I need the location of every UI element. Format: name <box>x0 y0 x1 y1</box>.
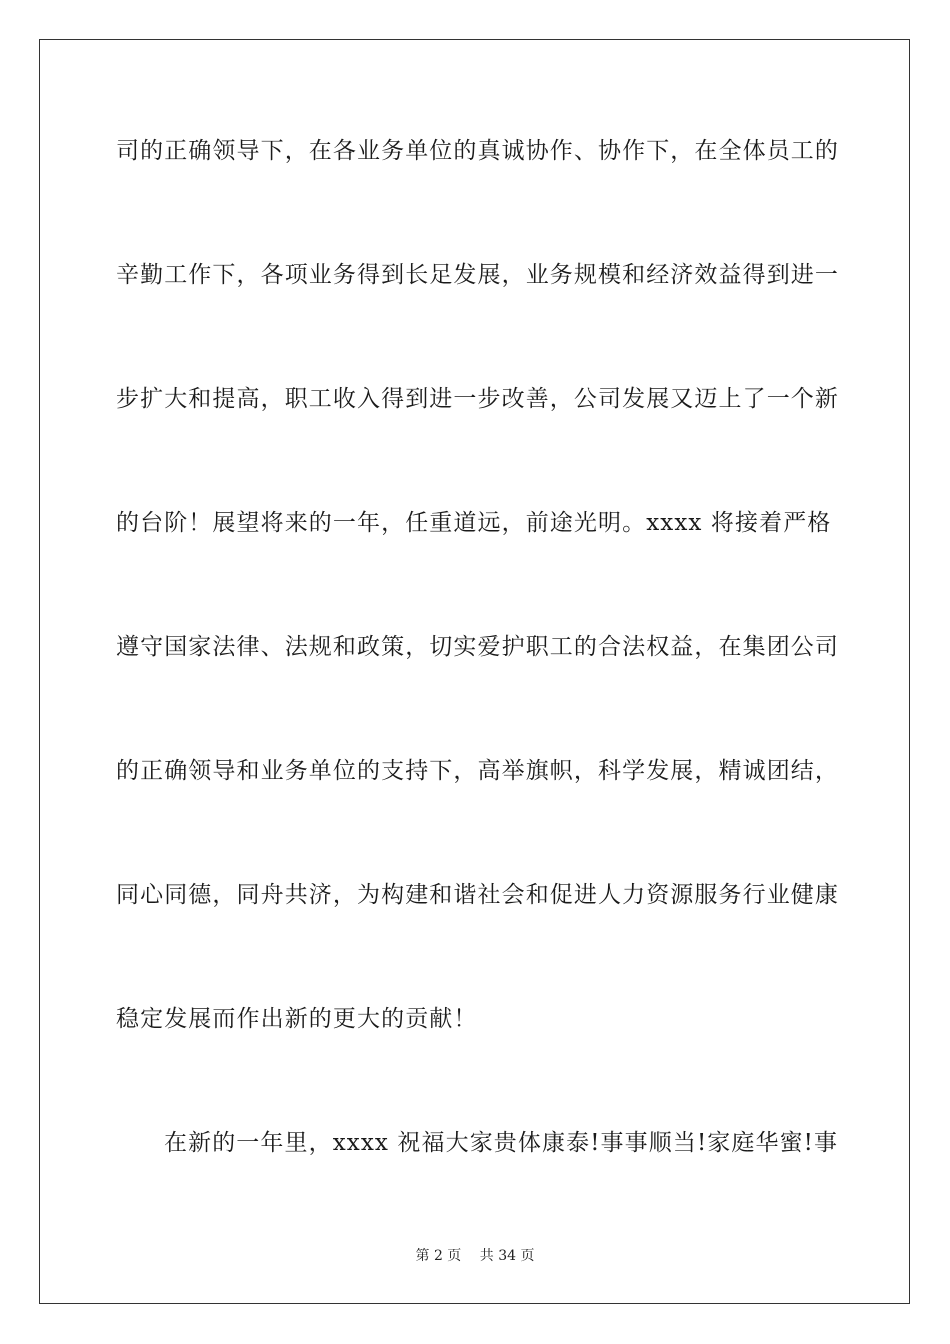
page-number: 第 2 页 <box>415 1248 462 1264</box>
page-total: 共 34 页 <box>479 1248 535 1264</box>
page-frame <box>39 39 910 1304</box>
body-line-3: 步扩大和提高，职工收入得到进一步改善，公司发展又迈上了一个新 <box>116 386 839 412</box>
body-line-6: 的正确领导和业务单位的支持下，高举旗帜，科学发展，精诚团结， <box>116 758 839 784</box>
body-line-2: 辛勤工作下，各项业务得到长足发展，业务规模和经济效益得到进一 <box>116 262 839 288</box>
page-footer <box>0 1247 950 1265</box>
body-line-9-paragraph-start: 在新的一年里，xxxx 祝福大家贵体康泰!事事顺当!家庭华蜜!事 <box>164 1130 839 1156</box>
body-line-8: 稳定发展而作出新的更大的贡献！ <box>116 1006 478 1032</box>
body-line-7: 同心同德，同舟共济，为构建和谐社会和促进人力资源服务行业健康 <box>116 882 839 908</box>
body-line-1: 司的正确领导下，在各业务单位的真诚协作、协作下，在全体员工的 <box>116 138 839 164</box>
body-line-5: 遵守国家法律、法规和政策，切实爱护职工的合法权益，在集团公司 <box>116 634 839 660</box>
body-line-4: 的台阶！展望将来的一年，任重道远，前途光明。xxxx 将接着严格 <box>116 510 832 536</box>
